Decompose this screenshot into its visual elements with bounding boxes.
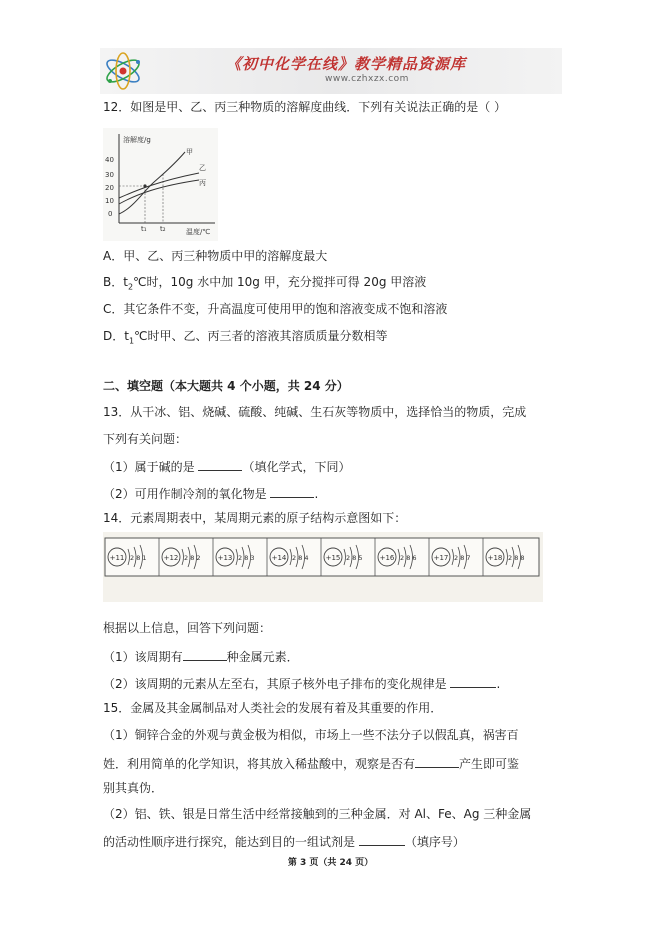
nucleus-label: +12 xyxy=(163,554,179,562)
nucleus-label: +16 xyxy=(379,554,395,562)
q15-part-1-line-3: 别其真伪． xyxy=(103,781,164,795)
page-number: 第 3 页（共 24 页） xyxy=(287,858,374,868)
y-tick-label: 30 xyxy=(105,171,114,179)
atom-logo-icon xyxy=(100,50,146,92)
y-tick-label: 20 xyxy=(105,184,114,192)
q12-option-c: C．其它条件不变，升高温度可使用甲的饱和溶液变成不饱和溶液 xyxy=(103,302,448,316)
q12-option-b: B．$t_2℃$时，10g 水中加 10g 甲，充分搅拌可得 20g 甲溶液 xyxy=(103,275,427,292)
y-tick-label: 0 xyxy=(108,210,113,218)
answer-blank[interactable] xyxy=(359,832,405,846)
shell-electrons-label: 2 8 4 xyxy=(292,554,309,562)
shell-electrons-label: 2 8 3 xyxy=(238,554,255,562)
shell-electrons-label: 2 8 7 xyxy=(454,554,471,562)
x-axis-label: 温度/℃ xyxy=(186,228,211,236)
answer-blank[interactable] xyxy=(183,647,227,661)
q14-part-2: （2）该周期的元素从左至右，其原子核外电子排布的变化规律是 . xyxy=(103,674,500,692)
nucleus-label: +15 xyxy=(325,554,341,562)
q13-part-2: （2）可用作制冷剂的氧化物是 . xyxy=(103,484,318,502)
y-tick-label: 40 xyxy=(105,156,114,164)
q12-option-a: A．甲、乙、丙三种物质中甲的溶解度最大 xyxy=(103,249,328,263)
nucleus-label: +18 xyxy=(487,554,503,562)
banner-title: 《初中化学在线》教学精品资源库 xyxy=(226,55,467,73)
series-label-yi: 乙 xyxy=(199,164,206,172)
q15-stem: 15．金属及其金属制品对人类社会的发展有着及其重要的作用． xyxy=(103,701,443,715)
q14-stem: 14．元素周期表中，某周期元素的原子结构示意图如下： xyxy=(103,511,407,525)
q14-intro: 根据以上信息，回答下列问题： xyxy=(103,621,272,635)
q15-part-2-line-2: 的活动性顺序进行探究，能达到目的一组试剂是 （填序号） xyxy=(103,832,465,850)
series-label-jia: 甲 xyxy=(186,148,193,156)
series-label-bing: 丙 xyxy=(199,179,206,187)
nucleus-label: +11 xyxy=(109,554,125,562)
atom-structure-strip xyxy=(103,532,543,602)
answer-blank[interactable] xyxy=(415,754,459,768)
nucleus-label: +14 xyxy=(271,554,287,562)
shell-electrons-label: 2 8 5 xyxy=(346,554,363,562)
solubility-curve-chart xyxy=(103,128,218,241)
shell-electrons-label: 2 8 1 xyxy=(130,554,147,562)
q13-stem-line-1: 13．从干冰、铝、烧碱、硫酸、纯碱、生石灰等物质中，选择恰当的物质，完成 xyxy=(103,405,527,419)
x-tick-label: t₁ xyxy=(141,225,147,233)
nucleus-label: +13 xyxy=(217,554,233,562)
q12-stem: 12．如图是甲、乙、丙三种物质的溶解度曲线．下列有关说法正确的是（ ） xyxy=(103,100,507,114)
q15-part-2-line-1: （2）铝、铁、银是日常生活中经常接触到的三种金属．对 Al、Fe、Ag 三种金属 xyxy=(103,807,532,821)
q13-part-1: （1）属于碱的是 （填化学式，下同） xyxy=(103,457,350,475)
y-axis-label: 溶解度/g xyxy=(123,136,151,144)
shell-electrons-label: 2 8 8 xyxy=(508,554,525,562)
q12-option-d: D．$t_1℃$时甲、乙、丙三者的溶液其溶质质量分数相等 xyxy=(103,329,388,346)
q15-part-1-line-1: （1）铜锌合金的外观与黄金极为相似，市场上一些不法分子以假乱真，祸害百 xyxy=(103,728,519,742)
q13-stem-line-2: 下列有关问题： xyxy=(103,432,188,446)
answer-blank[interactable] xyxy=(198,457,242,471)
answer-blank[interactable] xyxy=(450,674,496,688)
section-title: 二、填空题（本大题共 4 个小题，共 24 分） xyxy=(103,379,349,393)
banner-url: www.czhxzx.com xyxy=(325,74,409,84)
x-tick-label: t₂ xyxy=(160,225,166,233)
q14-part-1: （1）该周期有 种金属元素． xyxy=(103,647,299,665)
nucleus-label: +17 xyxy=(433,554,449,562)
shell-electrons-label: 2 8 2 xyxy=(184,554,201,562)
shell-electrons-label: 2 8 6 xyxy=(400,554,417,562)
y-tick-label: 10 xyxy=(105,197,114,205)
answer-blank[interactable] xyxy=(270,484,314,498)
q15-part-1-line-2: 姓．利用简单的化学知识，将其放入稀盐酸中，观察是否有 产生即可鉴 xyxy=(103,754,519,772)
